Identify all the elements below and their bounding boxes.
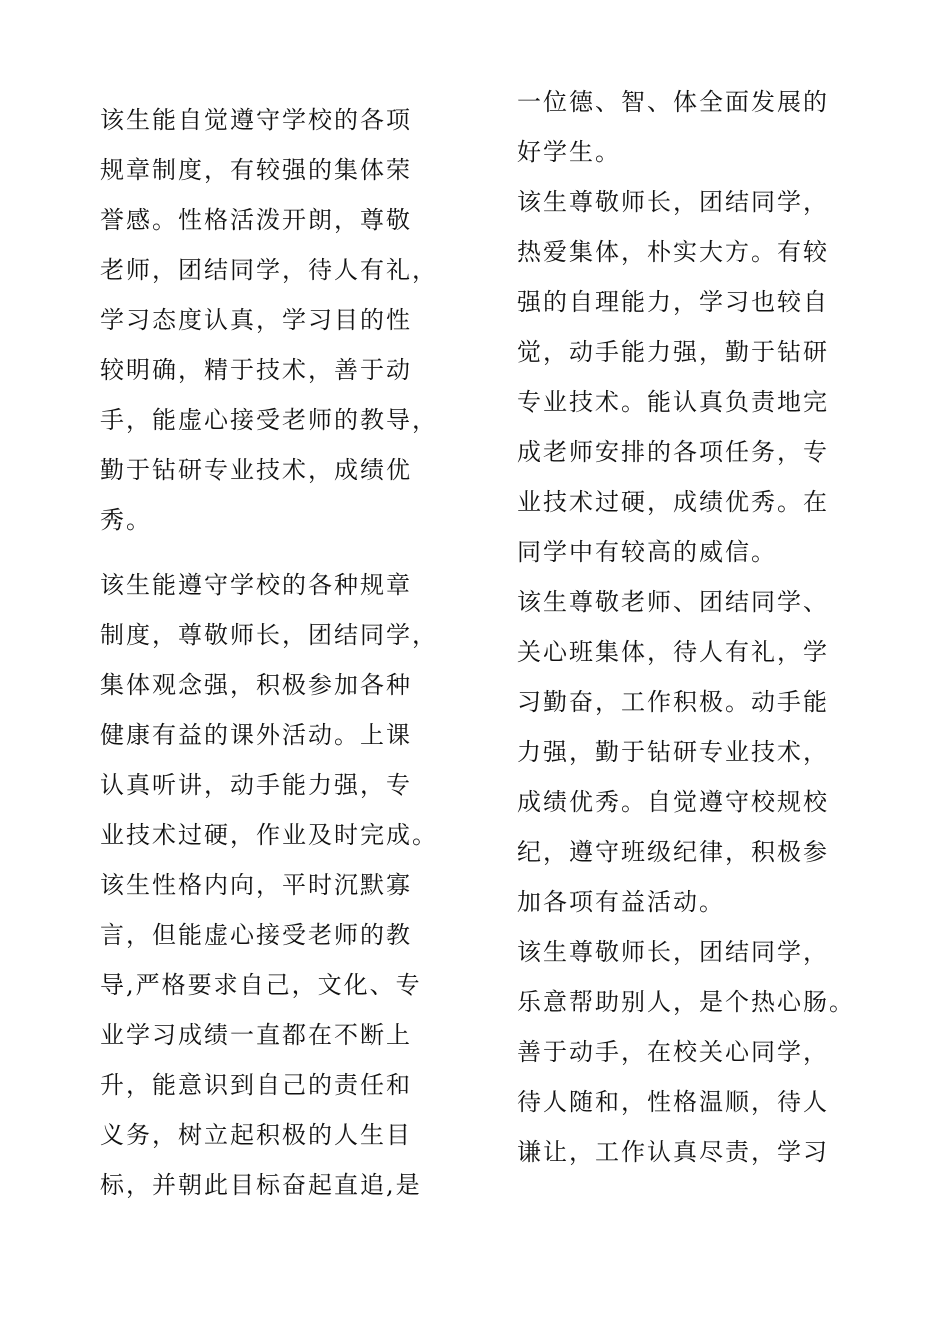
paragraph-spacer	[100, 545, 430, 560]
text-line: 业学习成绩一直都在不断上	[100, 1021, 412, 1049]
text-line: 纪，遵守班级纪律，积极参	[517, 838, 829, 866]
text-line: 集体观念强，积极参加各种	[100, 671, 412, 699]
text-line: 该生尊敬师长，团结同学，	[517, 188, 829, 216]
text-line: 业技术过硬，成绩优秀。在	[517, 488, 829, 516]
text-line: 善于动手，在校关心同学，	[517, 1038, 829, 1066]
text-line: 老师，团结同学，待人有礼，	[100, 256, 438, 284]
text-line: 勤于钻研专业技术，成绩优	[100, 456, 412, 484]
left-paragraph	[100, 95, 438, 545]
text-line: 强的自理能力，学习也较自	[517, 288, 829, 316]
text-line: 学习态度认真，学习目的性	[100, 306, 412, 334]
text-line: 该生尊敬师长，团结同学，	[517, 938, 829, 966]
text-line: 该生性格内向，平时沉默寡	[100, 871, 412, 899]
text-line: 力强，勤于钻研专业技术，	[517, 738, 829, 766]
text-line: 谦让，工作认真尽责，学习	[517, 1138, 829, 1166]
text-line: 手，能虚心接受老师的教导，	[100, 406, 438, 434]
text-line: 较明确，精于技术，善于动	[100, 356, 412, 384]
text-line: 成老师安排的各项任务，专	[517, 438, 829, 466]
text-line: 义务，树立起积极的人生目	[100, 1121, 412, 1149]
text-line: 该生能自觉遵守学校的各项	[100, 106, 412, 134]
text-line: 待人随和，性格温顺，待人	[517, 1088, 829, 1116]
text-line: 习勤奋，工作积极。动手能	[517, 688, 829, 716]
text-line: 专业技术。能认真负责地完	[517, 388, 829, 416]
text-line: 同学中有较高的威信。	[517, 538, 777, 566]
text-line: 誉感。性格活泼开朗，尊敬	[100, 206, 412, 234]
text-line: 言，但能虚心接受老师的教	[100, 921, 412, 949]
left-column	[100, 95, 438, 1210]
text-line: 业技术过硬，作业及时完成。	[100, 821, 438, 849]
text-line: 健康有益的课外活动。上课	[100, 721, 412, 749]
text-line: 一位德、智、体全面发展的	[517, 88, 829, 116]
text-line: 认真听讲，动手能力强，专	[100, 771, 412, 799]
text-line: 加各项有益活动。	[517, 888, 725, 916]
text-line: 觉，动手能力强，勤于钻研	[517, 338, 829, 366]
text-line: 导,严格要求自己，文化、专	[100, 971, 422, 999]
text-line: 升，能意识到自己的责任和	[100, 1071, 412, 1099]
text-line: 乐意帮助别人，是个热心肠。	[517, 988, 855, 1016]
text-line: 热爱集体，朴实大方。有较	[517, 238, 829, 266]
text-line: 关心班集体，待人有礼，学	[517, 638, 829, 666]
text-line: 该生尊敬老师、团结同学、	[517, 588, 829, 616]
text-line: 规章制度，有较强的集体荣	[100, 156, 412, 184]
text-line: 成绩优秀。自觉遵守校规校	[517, 788, 829, 816]
text-line: 好学生。	[517, 138, 621, 166]
text-line: 制度，尊敬师长，团结同学，	[100, 621, 438, 649]
text-line: 秀。	[100, 506, 152, 534]
text-line: 该生能遵守学校的各种规章	[100, 571, 412, 599]
text-line: 标，并朝此目标奋起直追,是	[100, 1171, 422, 1199]
right-column	[517, 77, 855, 1177]
left-paragraph	[100, 560, 438, 1210]
